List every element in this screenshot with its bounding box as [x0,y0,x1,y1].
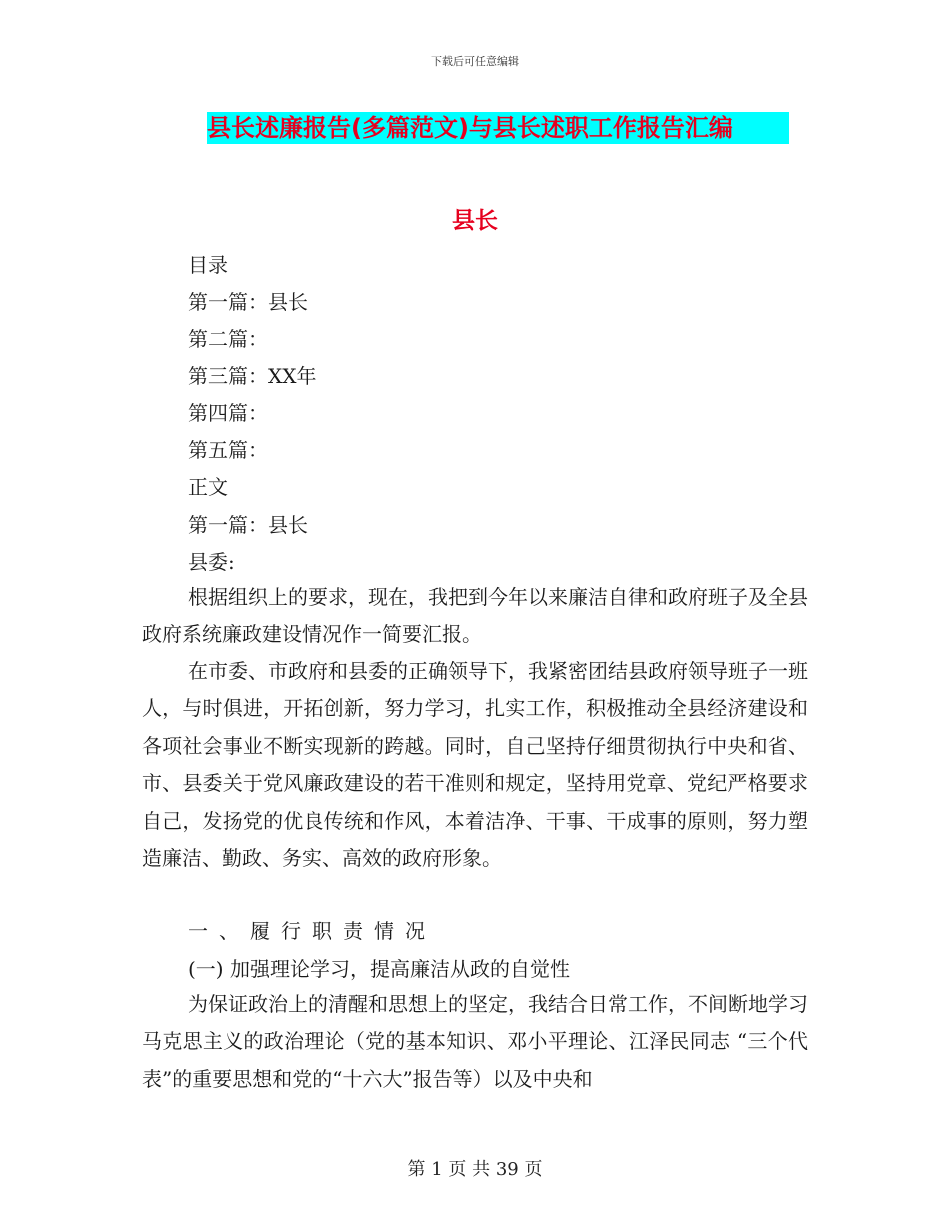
salutation: 县委: [188,550,235,574]
toc-item-1: 第一篇：县长 [188,290,308,314]
header-note: 下载后可任意编辑 [431,55,519,68]
toc-item-3: 第三篇：XX年 [188,364,317,388]
toc-item-5: 第五篇： [188,438,268,462]
toc-item-4: 第四篇： [188,401,268,425]
toc-item-2: 第二篇： [188,327,268,351]
article-title: 第一篇：县长 [188,513,308,537]
paragraph-3: 为保证政治上的清醒和思想上的坚定，我结合日常工作，不间断地学习马克思主义的政治理论（党的基本知识、邓小平理论、江泽民同志 “三个代表”的重要思想和党的“十六大”报告等）以及中央和 [142,992,808,1091]
paragraph-1: 根据组织上的要求，现在，我把到今年以来廉洁自律和政府班子及全县政府系统廉政建设情况作一简要汇报。 [142,585,808,647]
section-heading: 一、履行职责情况 [188,919,436,943]
body-heading: 正文 [188,475,228,499]
document-title: 县长述廉报告(多篇范文)与县长述职工作报告汇编 [207,112,789,144]
toc-heading: 目录 [188,253,228,277]
subsection-heading: (一) 加强理论学习，提高廉洁从政的自觉性 [188,957,570,981]
paragraph-2: 在市委、市政府和县委的正确领导下，我紧密团结县政府领导班子一班人，与时俱进，开拓创新，努力学习，扎实工作，积极推动全县经济建设和各项社会事业不断实现新的跨越。同时，自己坚持仔细贯彻执行中央和省、市、县委关于党风廉政建设的若干准则和规定，坚持用党章、党纪严格要求自己，发扬党的优良传统和作风，本着洁净、干事、干成事的原则，努力塑造廉洁、勤政、务实、高效的政府形象。 [142,659,808,871]
page-footer: 第 1 页 共 39 页 [407,1159,543,1180]
document-subtitle: 县长 [452,208,498,234]
